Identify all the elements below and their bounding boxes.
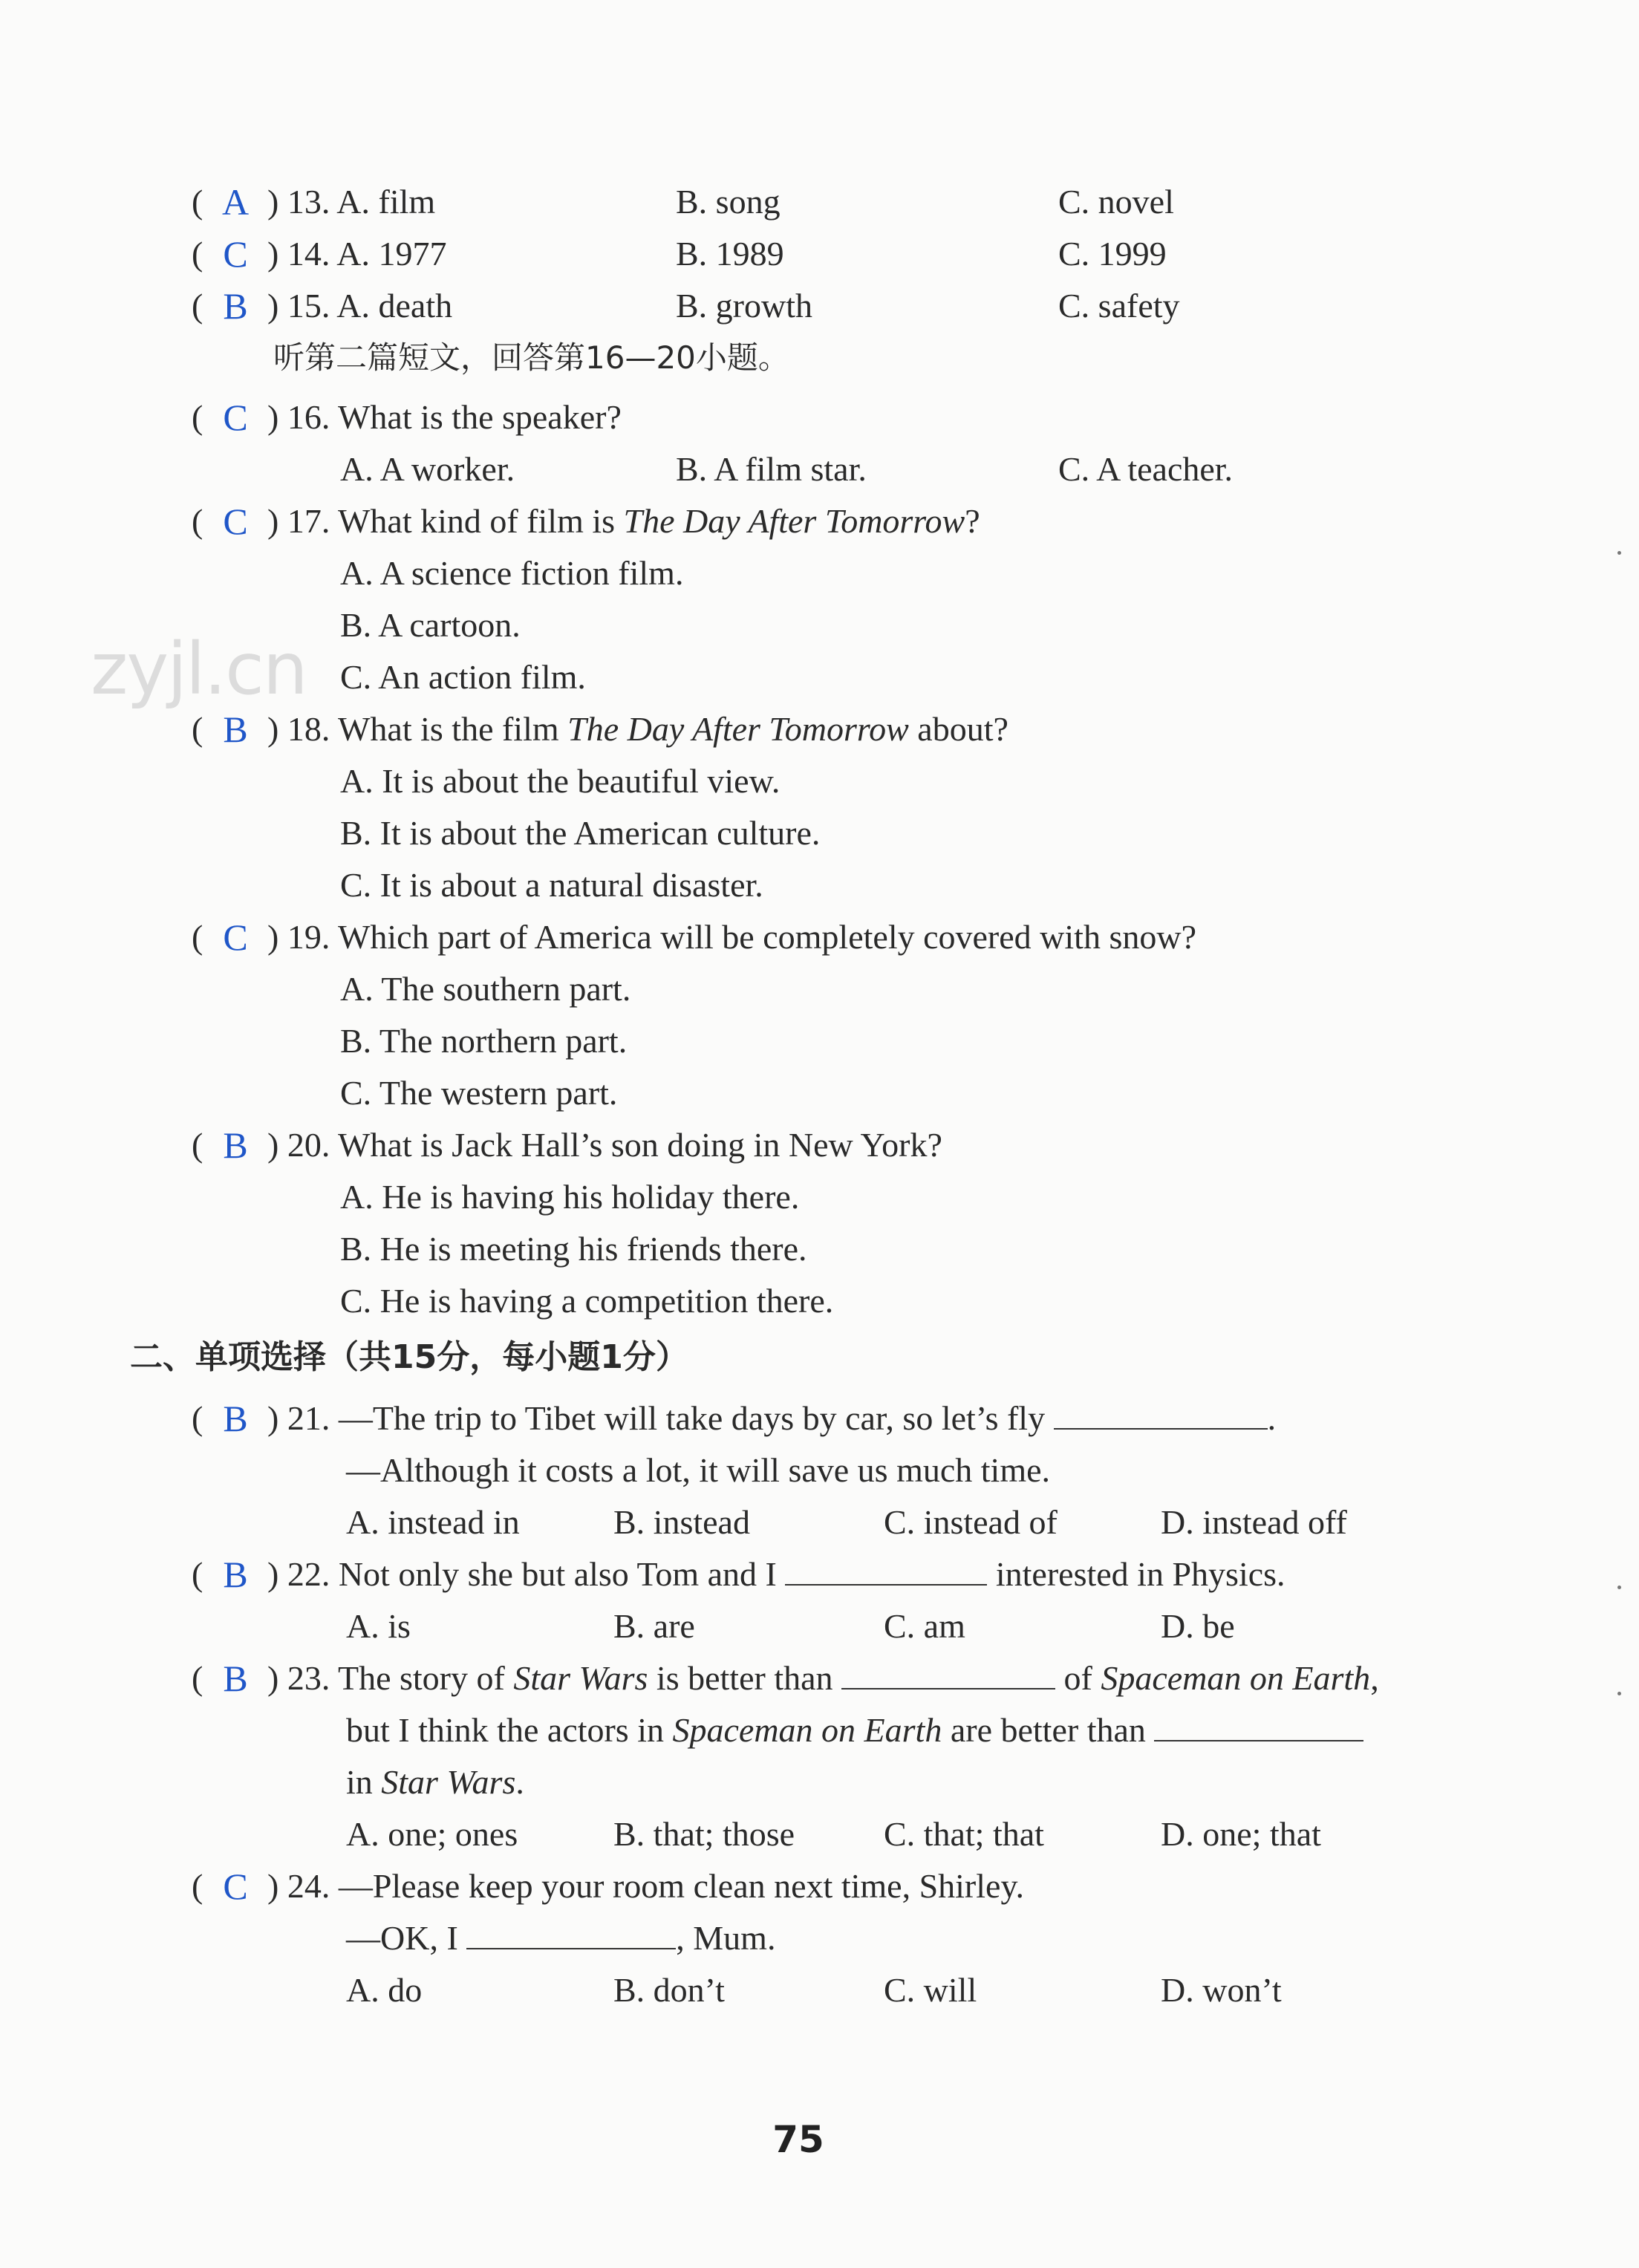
q14-stem: ) 14. A. 1977 xyxy=(267,235,447,273)
q22-option-c: C. am xyxy=(884,1607,965,1645)
q22-option-a: A. is xyxy=(346,1607,411,1645)
q19-stem: ) 19. Which part of America will be completely covered with snow? xyxy=(267,918,1196,956)
q15-stem: ) 15. A. death xyxy=(267,287,453,325)
film-title: The Day After Tomorrow xyxy=(567,710,909,748)
open-paren: ( xyxy=(192,398,203,436)
watermark: zyjl.cn xyxy=(91,628,307,711)
open-paren: ( xyxy=(192,287,203,325)
q23-option-d: D. one; that xyxy=(1161,1815,1321,1853)
q22-option-b: B. are xyxy=(613,1607,695,1645)
q20-option-a: A. He is having his holiday there. xyxy=(340,1178,800,1216)
q16-option-b: B. A film star. xyxy=(676,450,867,488)
q23-option-b: B. that; those xyxy=(613,1815,795,1853)
film-title: Spaceman on Earth xyxy=(672,1711,942,1749)
answer-20: B xyxy=(223,1124,248,1166)
answer-16: C xyxy=(223,397,248,438)
listening2-intro: 听第二篇短文，回答第16—20小题。 xyxy=(273,339,789,376)
q23-stem-line2: but I think the actors in Spaceman on Earth are better than xyxy=(346,1710,1363,1751)
q23-stem-line1: ) 23. The story of Star Wars is better than of Spaceman on Earth, xyxy=(267,1659,1379,1697)
q22-option-d: D. be xyxy=(1161,1607,1235,1645)
open-paren: ( xyxy=(192,502,203,540)
q18-option-b: B. It is about the American culture. xyxy=(340,814,821,852)
q21-option-d: D. instead off xyxy=(1161,1503,1347,1541)
q16-option-c: C. A teacher. xyxy=(1058,450,1234,488)
q18-option-a: A. It is about the beautiful view. xyxy=(340,762,781,800)
q24-option-c: C. will xyxy=(884,1971,977,2009)
q21-option-a: A. instead in xyxy=(346,1503,520,1541)
q24-option-d: D. won’t xyxy=(1161,1971,1282,2009)
q24-option-b: B. don’t xyxy=(613,1971,725,2009)
open-paren: ( xyxy=(192,1126,203,1164)
answer-17: C xyxy=(223,501,248,542)
answer-24: C xyxy=(223,1865,248,1907)
q14-option-b: B. 1989 xyxy=(676,235,784,273)
answer-blank xyxy=(785,1554,987,1586)
answer-15: B xyxy=(223,285,248,327)
q16-stem: ) 16. What is the speaker? xyxy=(267,398,622,436)
film-title: Star Wars xyxy=(513,1659,648,1697)
q24-stem: ) 24. —Please keep your room clean next time, Shirley. xyxy=(267,1867,1024,1905)
q21-reply: —Although it costs a lot, it will save us much time. xyxy=(346,1451,1051,1489)
q13-stem: ) 13. A. film xyxy=(267,183,436,221)
q18-stem: ) 18. What is the film The Day After Tomorrow about? xyxy=(267,710,1009,748)
section2-title: 二、单项选择（共15分，每小题1分） xyxy=(130,1338,688,1376)
answer-14: C xyxy=(223,233,248,275)
scan-speck xyxy=(1617,1586,1621,1589)
answer-21: B xyxy=(223,1398,248,1439)
q19-option-b: B. The northern part. xyxy=(340,1022,628,1060)
q22-stem: ) 22. Not only she but also Tom and I interested in Physics. xyxy=(267,1555,1286,1593)
answer-13: A xyxy=(221,181,250,223)
q16-option-a: A. A worker. xyxy=(340,450,515,488)
q21-stem: ) 21. —The trip to Tibet will take days by car, so let’s fly . xyxy=(267,1399,1277,1437)
q19-option-a: A. The southern part. xyxy=(340,970,631,1008)
open-paren: ( xyxy=(192,918,203,956)
q23-option-a: A. one; ones xyxy=(346,1815,518,1853)
scan-speck xyxy=(1617,551,1621,555)
open-paren: ( xyxy=(192,1399,203,1437)
q17-stem: ) 17. What kind of film is The Day After Tomorrow? xyxy=(267,502,980,540)
answer-blank xyxy=(1054,1398,1268,1430)
q15-option-c: C. safety xyxy=(1058,287,1180,325)
answer-blank xyxy=(841,1658,1055,1689)
q23-stem-line3: in Star Wars. xyxy=(346,1763,524,1801)
open-paren: ( xyxy=(192,1659,203,1697)
q23-option-c: C. that; that xyxy=(884,1815,1044,1853)
answer-18: B xyxy=(223,708,248,750)
q20-option-b: B. He is meeting his friends there. xyxy=(340,1230,807,1268)
open-paren: ( xyxy=(192,235,203,273)
q17-option-c: C. An action film. xyxy=(340,658,586,696)
q17-option-b: B. A cartoon. xyxy=(340,606,521,644)
open-paren: ( xyxy=(192,710,203,748)
q15-option-b: B. growth xyxy=(676,287,812,325)
q13-option-c: C. novel xyxy=(1058,183,1174,221)
film-title: The Day After Tomorrow xyxy=(623,502,965,540)
open-paren: ( xyxy=(192,1555,203,1593)
answer-19: C xyxy=(223,916,248,958)
answer-blank xyxy=(1154,1710,1363,1741)
scan-speck xyxy=(1617,1692,1621,1695)
film-title: Star Wars xyxy=(381,1763,516,1801)
film-title: Spaceman on Earth xyxy=(1101,1659,1371,1697)
open-paren: ( xyxy=(192,183,203,221)
q19-option-c: C. The western part. xyxy=(340,1074,618,1112)
q13-option-b: B. song xyxy=(676,183,781,221)
q24-reply: —OK, I , Mum. xyxy=(346,1919,776,1957)
answer-blank xyxy=(466,1918,676,1949)
page-number: 75 xyxy=(772,2118,824,2161)
open-paren: ( xyxy=(192,1867,203,1905)
q20-option-c: C. He is having a competition there. xyxy=(340,1282,834,1320)
q14-option-c: C. 1999 xyxy=(1058,235,1167,273)
q17-option-a: A. A science fiction film. xyxy=(340,554,684,592)
q21-option-b: B. instead xyxy=(613,1503,750,1541)
answer-22: B xyxy=(223,1554,248,1595)
q20-stem: ) 20. What is Jack Hall’s son doing in New York? xyxy=(267,1126,942,1164)
q21-option-c: C. instead of xyxy=(884,1503,1058,1541)
answer-23: B xyxy=(223,1658,248,1699)
q24-option-a: A. do xyxy=(346,1971,423,2009)
q18-option-c: C. It is about a natural disaster. xyxy=(340,866,763,904)
